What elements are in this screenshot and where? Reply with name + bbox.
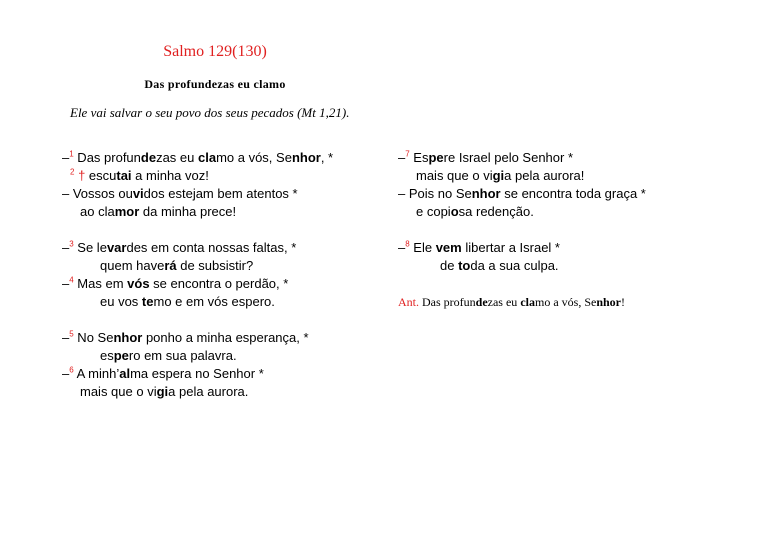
dash: – — [62, 330, 70, 345]
text: – Pois no Se — [398, 186, 472, 201]
text: mo a vós, Se — [534, 295, 597, 309]
text: escu — [85, 168, 117, 183]
accent-syllable: mor — [114, 204, 140, 219]
text: ponho a minha esperança, * — [142, 330, 309, 345]
text: e copi — [416, 204, 451, 219]
verse-line — [62, 293, 333, 311]
text: re Israel pelo Senhor * — [443, 150, 574, 165]
text: mo e em vós espero. — [153, 294, 275, 309]
text: A minh’ — [73, 366, 120, 381]
text: se encontra o perdão, * — [149, 276, 289, 291]
text: – Vossos ou — [62, 186, 133, 201]
accent-syllable: pe — [428, 150, 444, 165]
dash: – — [62, 240, 70, 255]
text: a pela aurora. — [168, 384, 249, 399]
text: es — [100, 348, 114, 363]
text: No Se — [73, 330, 114, 345]
epigraph: Ele vai salvar o seu povo dos seus pecados (Mt 1,21). — [70, 105, 350, 120]
text: sa redenção. — [458, 204, 534, 219]
verse-number: 4 — [69, 275, 74, 285]
accent-syllable: gi — [156, 384, 169, 399]
text: da minha prece! — [139, 204, 237, 219]
verse-number: 1 — [69, 149, 74, 159]
left-column — [62, 149, 333, 419]
text: , * — [320, 150, 334, 165]
accent-syllable: pe — [113, 348, 129, 363]
text: des em conta nossas faltas, * — [126, 240, 297, 255]
accent-syllable: cla — [520, 295, 535, 309]
verse-line — [62, 167, 333, 185]
accent-syllable: tai — [116, 168, 132, 183]
verse-line — [62, 347, 333, 365]
verse-number: 2 — [70, 167, 75, 177]
verse-line — [62, 329, 333, 347]
psalm-subtitle: Das profundezas eu clamo — [144, 77, 286, 91]
verse-line — [62, 239, 333, 257]
text: Mas em — [73, 276, 128, 291]
antiphon — [398, 293, 646, 311]
cross-icon: † — [74, 168, 86, 183]
verse-line — [398, 185, 646, 203]
accent-syllable: nhor — [291, 150, 321, 165]
dash: – — [62, 366, 70, 381]
text: Das profun — [419, 295, 476, 309]
accent-syllable: de — [475, 295, 488, 309]
text: se encontra toda graça * — [500, 186, 646, 201]
text: libertar a Israel * — [461, 240, 560, 255]
accent-syllable: to — [458, 258, 471, 273]
text: de — [440, 258, 459, 273]
verse-line — [62, 149, 333, 167]
dash: – — [62, 150, 70, 165]
accent-syllable: nhor — [596, 295, 622, 309]
verse-line — [62, 383, 333, 401]
stanza-3 — [62, 329, 333, 401]
verse-line — [398, 203, 646, 221]
text: zas eu — [156, 150, 198, 165]
text: eu vos — [100, 294, 142, 309]
verse-number: 7 — [405, 149, 410, 159]
verse-line — [398, 257, 646, 275]
accent-syllable: de — [140, 150, 157, 165]
stanza-5 — [398, 239, 646, 275]
verse-number: 6 — [69, 365, 74, 375]
text: Es — [409, 150, 429, 165]
antiphon-label: Ant. — [398, 295, 419, 309]
text: ! — [621, 295, 626, 309]
verse-line — [62, 365, 333, 383]
verse-number: 3 — [69, 239, 74, 249]
verse-line — [398, 167, 646, 185]
dash: – — [398, 150, 406, 165]
verse-line — [62, 203, 333, 221]
text: a pela aurora! — [504, 168, 585, 183]
dash: – — [62, 276, 70, 291]
text: a minha voz! — [131, 168, 209, 183]
stanza-4 — [398, 149, 646, 221]
text: dos estejam bem atentos * — [143, 186, 298, 201]
text: Se le — [73, 240, 107, 255]
accent-syllable: rá — [164, 258, 177, 273]
verse-line — [398, 149, 646, 167]
text: mo a vós, Se — [216, 150, 292, 165]
text: da a sua culpa. — [470, 258, 559, 273]
verse-line — [62, 257, 333, 275]
text: ao cla — [80, 204, 115, 219]
right-column — [398, 149, 646, 311]
accent-syllable: vi — [132, 186, 144, 201]
accent-syllable: te — [141, 294, 154, 309]
accent-syllable: o — [450, 204, 459, 219]
text: zas eu — [487, 295, 521, 309]
accent-syllable: cla — [197, 150, 217, 165]
accent-syllable: vós — [127, 276, 150, 291]
verse-line — [398, 239, 646, 257]
verse-line — [62, 275, 333, 293]
verse-number: 8 — [405, 239, 410, 249]
text: mais que o vi — [80, 384, 157, 399]
text: mais que o vi — [416, 168, 493, 183]
verse-line — [62, 185, 333, 203]
accent-syllable: gi — [492, 168, 505, 183]
accent-syllable: al — [119, 366, 131, 381]
accent-syllable: var — [106, 240, 127, 255]
verse-number: 5 — [69, 329, 74, 339]
accent-syllable: nhor — [113, 330, 143, 345]
text: ma espera no Senhor * — [130, 366, 264, 381]
stanza-1 — [62, 149, 333, 221]
text: ro em sua palavra. — [128, 348, 237, 363]
dash: – — [398, 240, 406, 255]
text: Das profun — [73, 150, 141, 165]
text: de subsistir? — [176, 258, 254, 273]
accent-syllable: vem — [435, 240, 462, 255]
stanza-2 — [62, 239, 333, 311]
accent-syllable: nhor — [471, 186, 501, 201]
text: Ele — [409, 240, 436, 255]
text: quem have — [100, 258, 165, 273]
psalm-title: Salmo 129(130) — [163, 43, 267, 60]
